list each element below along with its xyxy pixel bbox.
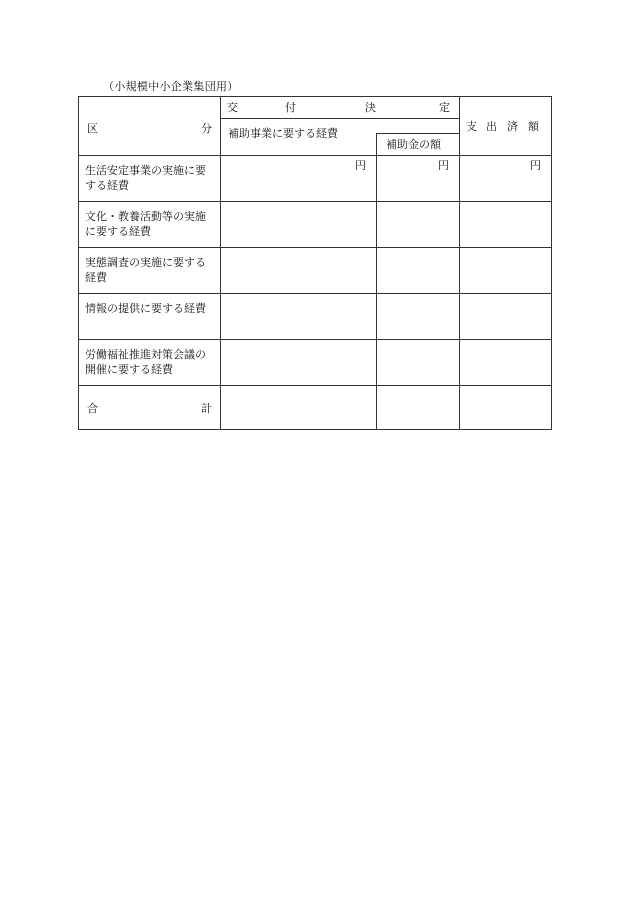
col-divider-1 bbox=[220, 97, 221, 429]
header-divider-2 bbox=[376, 133, 459, 134]
yen-unit-col1: 円 bbox=[355, 159, 366, 172]
row-divider-2 bbox=[79, 247, 551, 248]
yen-unit-col2: 円 bbox=[438, 159, 449, 172]
row-divider-5 bbox=[79, 385, 551, 386]
shishutsu-char-1: 支 bbox=[466, 120, 477, 133]
kofu-char-4: 定 bbox=[439, 101, 450, 114]
header-bottom bbox=[79, 155, 551, 156]
form-caption: （小規模中小企業集団用） bbox=[103, 80, 239, 93]
row-label-1: 生活安定事業の実施に要する経費 bbox=[85, 164, 206, 192]
row-divider-4 bbox=[79, 339, 551, 340]
row-label-3: 実態調査の実施に要する経費 bbox=[85, 256, 206, 284]
yen-unit-col3: 円 bbox=[530, 159, 541, 172]
hojokin-header: 補助金の額 bbox=[386, 138, 441, 151]
expense-table bbox=[78, 96, 552, 430]
kofu-char-2: 付 bbox=[285, 101, 296, 114]
col-divider-3 bbox=[459, 97, 460, 429]
kofu-char-3: 決 bbox=[365, 101, 376, 114]
shishutsu-char-3: 済 bbox=[507, 120, 518, 133]
kofu-char-1: 交 bbox=[227, 101, 238, 114]
total-char-2: 計 bbox=[201, 402, 212, 415]
row-divider-3 bbox=[79, 293, 551, 294]
kubun-char-2: 分 bbox=[201, 122, 212, 135]
kubun-char-1: 区 bbox=[87, 122, 98, 135]
shishutsu-char-2: 出 bbox=[486, 120, 497, 133]
row-label-4: 情報の提供に要する経費 bbox=[85, 302, 206, 315]
row-label-5: 労働福祉推進対策会議の開催に要する経費 bbox=[85, 348, 206, 376]
row-label-2: 文化・教養活動等の実施に要する経費 bbox=[85, 210, 206, 238]
header-divider-1 bbox=[220, 118, 459, 119]
row-divider-1 bbox=[79, 201, 551, 202]
shishutsu-char-4: 額 bbox=[528, 120, 539, 133]
hojo-jigyo-header: 補助事業に要する経費 bbox=[228, 127, 338, 140]
total-char-1: 合 bbox=[87, 402, 98, 415]
